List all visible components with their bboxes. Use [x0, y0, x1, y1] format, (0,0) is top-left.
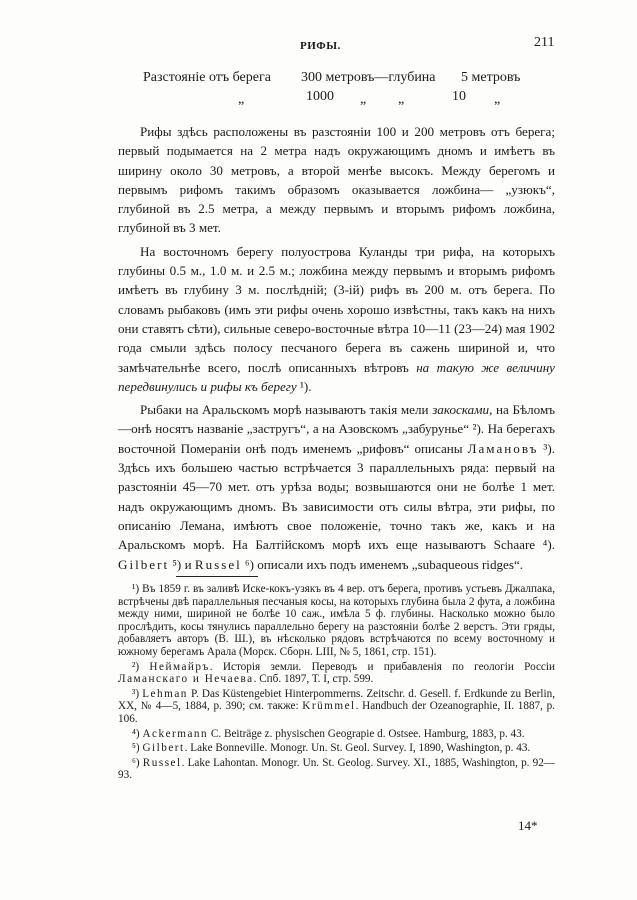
- footnote-divider: [176, 576, 258, 577]
- footnote-marker: ⁴): [132, 727, 143, 740]
- paragraph-text: На восточномъ берегу полуострова Куланды три рифа, на которыхъ глубины 0.5 м., 1.0 м. и 2.5 м.; ложбина между первымъ и вторымъ рифомъ имѣетъ въ глубину 3 м. послѣдній; (3-ій) рифъ въ 200 м. отъ берега. По словамъ рыбаковъ (имъ эти рифы очень хорошо извѣстны, такъ какъ на нихъ они ставятъ сѣти), сильные северо-восточные вѣтра 10—11 (23—24) мая 1902 года смыли здѣсь полосу песчаного берега въ сажень шириной и, что замѣчательнѣе всего, послѣ описанныхъ вѣтровъ: [118, 243, 555, 375]
- ditto-mark: „: [494, 92, 501, 107]
- footnote-text: . Handbuch der Ozeanographie, II. 1887, p. 106.: [118, 700, 555, 725]
- footnote-3: [118, 688, 555, 726]
- footnote-marker: ⁵): [132, 742, 143, 755]
- italic-term: закосками: [432, 402, 490, 418]
- author-name: Krümmel: [302, 700, 356, 713]
- footnote-1: ¹) Въ 1859 г. въ заливѣ Иске-кокъ-узякъ въ 4 вер. отъ берега, противъ устьевъ Джалпака, встрѣчены двѣ параллельныя песчаныя косы, на которыхъ глубина была 2 фута, а ложбина между ними, шириной не болѣе 10 саж., имѣла 5 ф. глубины. Насколько можно было прослѣдить, косы тянулись параллельно берегу на разстояніи болѣе 2 верстъ. Эти гряды, добавляетъ авторъ (В. Ш.), въ нѣсколько рядовъ встрѣчаются по всему восточному и южному берегамъ Арала (Морск. Сборн. LIII, № 5, 1861, стр. 151).: [118, 583, 555, 658]
- distance-meters-300: 300 метровъ—глубина: [301, 70, 436, 85]
- author-name: Неймайръ: [149, 660, 210, 673]
- footnote-4: [118, 728, 555, 741]
- paragraph-text: ³). Здѣсь ихъ большею частью встрѣчается 3 параллельныхъ ряда: первый на разстояніи 45—70 мет. отъ урѣза воды; возвышаются они не болѣе 1 мет. надъ окружающимъ дномъ. Въ зависимости отъ силы вѣтра, эти рифы, по описанію Лемана, имѣютъ свое положеніе, точно такъ же, какъ и на Аральскомъ морѣ. На Балтійскомъ морѣ ихъ еще называютъ Schaare ⁴).: [118, 440, 555, 553]
- footnote-2: [118, 661, 555, 686]
- paragraph-text: ⁶) описали ихъ подъ именемъ „subaqueous ridges“.: [241, 556, 524, 572]
- paragraph-kulandy: [118, 242, 555, 396]
- body-text: [118, 122, 555, 578]
- paragraph-zakoski: [118, 400, 555, 574]
- distance-meters-1000: 1000: [306, 89, 334, 104]
- author-name: Russel: [142, 756, 182, 769]
- running-head: РИФЫ.: [300, 40, 341, 52]
- author-name: Lehman: [142, 687, 188, 700]
- paragraph-text: ⁵) и: [169, 556, 195, 572]
- depth-10: 10: [452, 89, 466, 104]
- author-name: Russel: [194, 556, 242, 572]
- footnote-marker: ⁶): [132, 756, 143, 769]
- ditto-mark: „: [398, 92, 405, 107]
- paragraph-reefs: Рифы здѣсь расположены въ разстояніи 100 и 200 метровъ отъ берега; первый подымается на 2 метра надъ окружающимъ дномъ и имѣетъ въ ширину около 30 метровъ, а второй менѣе высокъ. Между берегомъ и первымъ рифомъ такимъ образомъ оказывается ложбина— „узюкъ“, глубиной въ 2.5 метра, а между первымъ и вторымъ рифомъ ложбина, глубиной въ 3 мет.: [118, 124, 555, 236]
- footnote-5: [118, 742, 555, 755]
- ditto-mark: „: [360, 92, 367, 107]
- footnote-text: . Lake Bonneville. Monogr. Un. St. Geol. Survey. I, 1890, Washington, p. 43.: [184, 742, 531, 755]
- footnote-text: C. Beiträge z. physischen Geograpie d. Ostsee. Hamburg, 1883, p. 43.: [208, 727, 525, 740]
- footnote-marker: ³): [132, 687, 143, 700]
- author-name: Gilbert: [118, 556, 170, 572]
- footnote-6: [118, 757, 555, 782]
- footnote-marker: ²): [132, 660, 150, 673]
- paragraph-text: Рыбаки на Аральскомъ морѣ называютъ такія мели: [140, 402, 433, 418]
- footnote-text: . Lake Lahontan. Monogr. Un. St. Geolog. Survey. XI., 1885, Washington, p. 92—93.: [118, 756, 555, 782]
- footnotes: [118, 583, 555, 784]
- footnote-text: . Исторія земли. Переводъ и прибавленія по геологіи Россіи: [209, 660, 555, 673]
- page-number: 211: [534, 35, 555, 50]
- signature-mark: 14*: [518, 818, 538, 833]
- paragraph-text: , на Бѣломъ—онѣ носятъ названіе „застругъ“, а на Азовскомъ „забурунье“ ²). На берегахъ восточной Помераніи онѣ подъ именемъ „рифовъ“ описаны: [118, 402, 555, 456]
- distance-label: Разстояніе отъ берега: [143, 70, 271, 85]
- footnote-text: P. Das Küstengebiet Hinterpommerns. Zeitschr. d. Gesell. f. Erdkunde zu Berlin, XX, № 4—5, 1884, p. 390; см. также:: [118, 687, 555, 713]
- author-name: Ламановъ: [467, 440, 539, 456]
- footnote-text: . Спб. 1897, Т. I, стр. 599.: [253, 673, 374, 686]
- author-name: Gilbert: [142, 742, 185, 755]
- ditto-mark: „: [238, 92, 245, 107]
- author-name: Ackermann: [142, 727, 209, 740]
- depth-5: 5 метровъ: [461, 70, 521, 85]
- footnote-ref: ¹).: [296, 378, 312, 394]
- author-name: Ламанскаго и Нечаева: [118, 673, 254, 686]
- italic-emphasis: на такую же величину передвинулись и рифы къ берегу: [118, 359, 555, 394]
